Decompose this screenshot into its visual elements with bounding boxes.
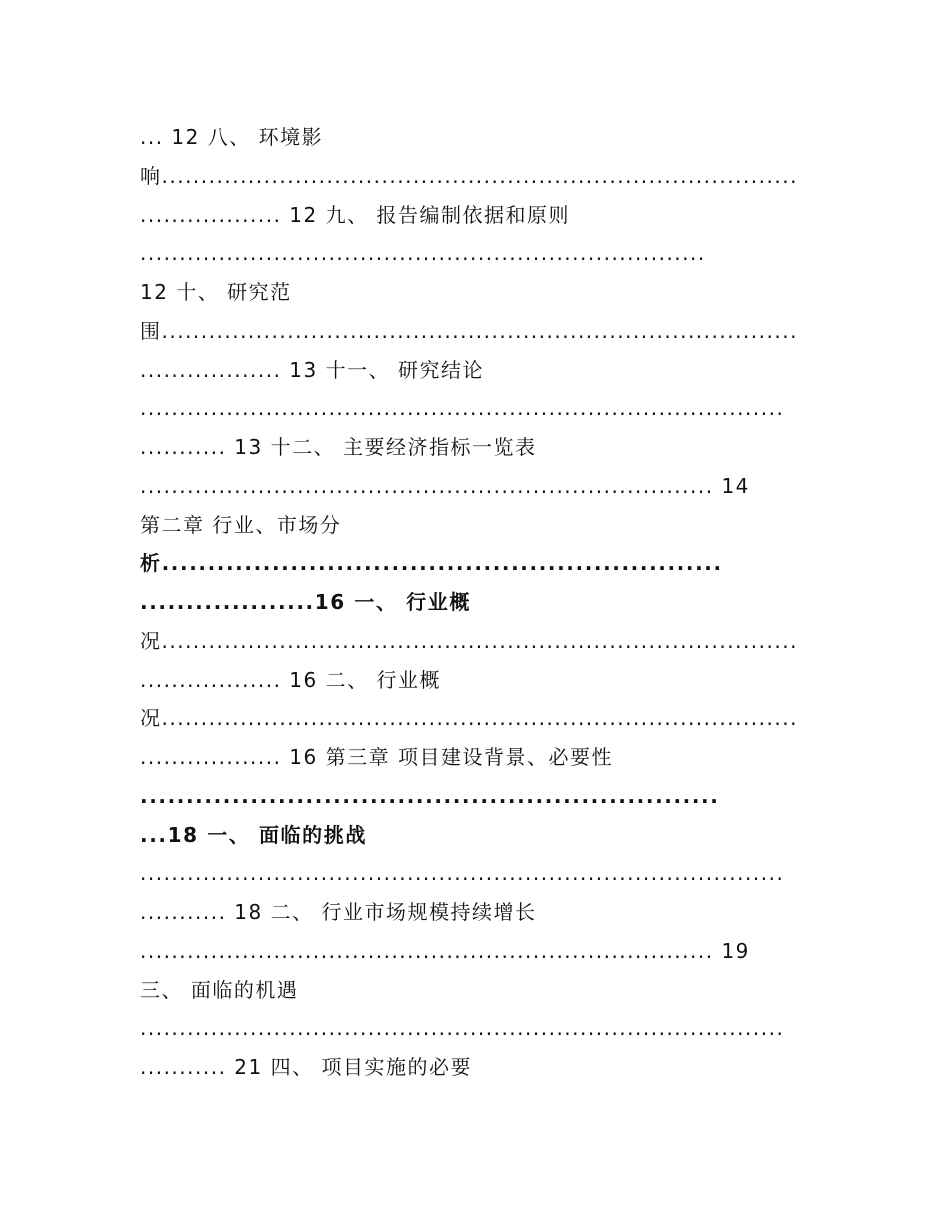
- toc-line: ........... 13 十二、 主要经济指标一览表: [140, 435, 537, 459]
- toc-line: 围.................................................................................: [140, 318, 798, 343]
- toc-line: ... 12 八、 环境影: [140, 125, 324, 149]
- toc-line: ..................................................................................: [140, 396, 785, 421]
- toc-line: 响.................................................................................: [140, 163, 798, 188]
- toc-line: .................. 16 二、 行业概: [140, 667, 441, 692]
- toc-line: ...18 一、 面临的挑战: [140, 822, 367, 847]
- toc-line: .................. 16 第三章 项目建设背景、必要性: [140, 745, 613, 769]
- toc-line: ...................16 一、 行业概: [140, 590, 471, 614]
- table-of-contents: [140, 118, 820, 1087]
- toc-line: ......................................................................... 19: [140, 938, 750, 963]
- toc-line: .................. 13 十一、 研究结论: [140, 357, 484, 382]
- toc-line: 况.................................................................................: [140, 628, 798, 653]
- toc-line: 12 十、 研究范: [140, 280, 292, 304]
- toc-line: ...............................................................: [140, 783, 720, 808]
- toc-line: ..................................................................................: [140, 1016, 785, 1041]
- toc-line: ......................................................................... 14: [140, 473, 750, 498]
- toc-line: ........................................................................: [140, 241, 706, 266]
- toc-line: ..................................................................................: [140, 861, 785, 886]
- toc-line: .................. 12 九、 报告编制依据和原则: [140, 202, 570, 227]
- toc-line: 三、 面临的机遇: [140, 977, 299, 1002]
- toc-line: ........... 21 四、 项目实施的必要: [140, 1055, 472, 1079]
- toc-line: 析.............................................................: [140, 551, 723, 576]
- toc-line: ........... 18 二、 行业市场规模持续增长: [140, 900, 537, 924]
- toc-line: 况.................................................................................: [140, 706, 798, 731]
- toc-line: 第二章 行业、市场分: [140, 512, 342, 537]
